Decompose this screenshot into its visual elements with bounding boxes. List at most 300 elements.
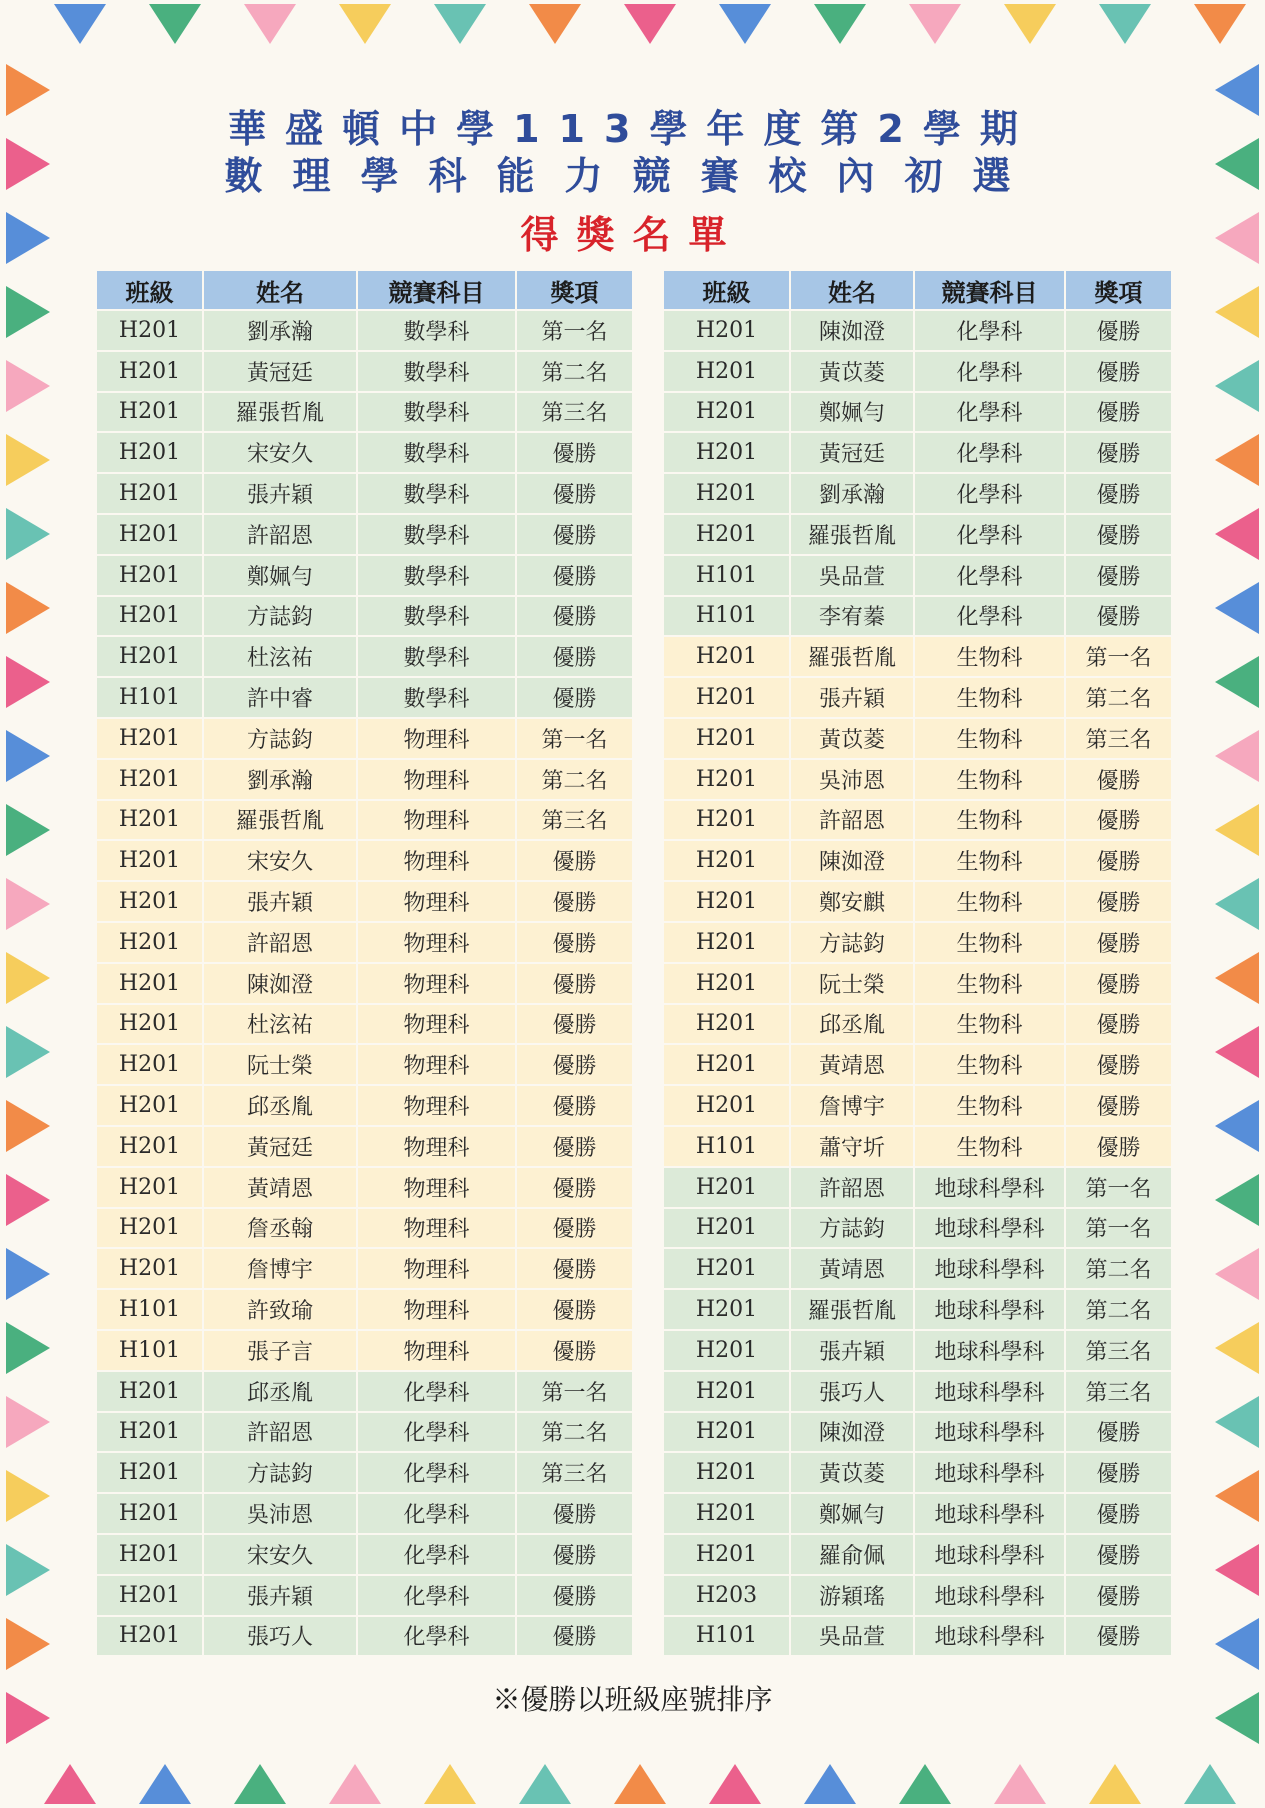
name-cell: 邱丞胤 <box>790 1004 914 1045</box>
name-cell: 方誌鈞 <box>203 596 357 637</box>
class-cell: H201 <box>663 1004 790 1045</box>
name-cell: 黃苡菱 <box>790 1452 914 1493</box>
subject-cell: 物理科 <box>357 1004 516 1045</box>
name-cell: 黃靖恩 <box>790 1248 914 1289</box>
award-cell: 優勝 <box>516 840 633 881</box>
name-cell: 張卉穎 <box>203 473 357 514</box>
decor-triangle <box>1215 804 1259 856</box>
name-cell: 羅張哲胤 <box>790 514 914 555</box>
table-row <box>663 922 1172 963</box>
class-cell: H101 <box>663 1126 790 1167</box>
name-cell: 張卉穎 <box>790 1330 914 1371</box>
award-cell: 優勝 <box>516 1330 633 1371</box>
subject-cell: 化學科 <box>914 514 1065 555</box>
decor-triangle <box>1184 1764 1236 1804</box>
table-row <box>96 1412 633 1453</box>
class-cell: H201 <box>96 881 203 922</box>
class-cell: H201 <box>663 1452 790 1493</box>
decor-triangle <box>6 1618 50 1670</box>
subject-cell: 物理科 <box>357 963 516 1004</box>
decor-triangle <box>1215 1470 1259 1522</box>
class-cell: H201 <box>663 514 790 555</box>
decor-triangle <box>6 1544 50 1596</box>
class-cell: H201 <box>96 718 203 759</box>
subject-cell: 物理科 <box>357 881 516 922</box>
name-cell: 張卉穎 <box>203 1575 357 1616</box>
table-row <box>96 636 633 677</box>
class-cell: H201 <box>96 1248 203 1289</box>
table-row <box>663 1493 1172 1534</box>
award-cell: 優勝 <box>1065 432 1172 473</box>
award-cell: 優勝 <box>516 1289 633 1330</box>
award-cell: 優勝 <box>1065 1493 1172 1534</box>
table-row <box>663 1167 1172 1208</box>
class-cell: H201 <box>96 310 203 351</box>
name-cell: 鄭安麒 <box>790 881 914 922</box>
name-cell: 黃苡菱 <box>790 718 914 759</box>
class-cell: H201 <box>663 1412 790 1453</box>
subject-cell: 生物科 <box>914 840 1065 881</box>
award-cell: 第三名 <box>516 392 633 433</box>
award-cell: 優勝 <box>1065 555 1172 596</box>
award-cell: 第二名 <box>516 759 633 800</box>
decor-triangle <box>529 4 581 44</box>
table-row <box>663 1085 1172 1126</box>
subject-cell: 生物科 <box>914 1044 1065 1085</box>
award-cell: 優勝 <box>516 1004 633 1045</box>
name-cell: 方誌鈞 <box>203 1452 357 1493</box>
class-cell: H201 <box>663 718 790 759</box>
table-row <box>96 1493 633 1534</box>
decor-triangle <box>994 1764 1046 1804</box>
decor-triangle <box>1215 1026 1259 1078</box>
class-cell: H201 <box>663 677 790 718</box>
table-header-row <box>96 270 633 310</box>
subject-cell: 地球科學科 <box>914 1167 1065 1208</box>
name-cell: 黃冠廷 <box>203 1126 357 1167</box>
decor-triangle <box>1215 730 1259 782</box>
decor-triangle <box>1215 1322 1259 1374</box>
table-row <box>96 514 633 555</box>
decor-triangle <box>6 360 50 412</box>
award-cell: 優勝 <box>1065 1534 1172 1575</box>
decor-triangle <box>719 4 771 44</box>
class-cell: H201 <box>663 881 790 922</box>
table-row <box>96 351 633 392</box>
subject-cell: 物理科 <box>357 718 516 759</box>
name-cell: 許中睿 <box>203 677 357 718</box>
class-cell: H201 <box>663 310 790 351</box>
page-title-line2: 數理學科能力競賽校內初選 <box>224 154 1041 198</box>
name-cell: 阮士榮 <box>790 963 914 1004</box>
class-cell: H201 <box>663 392 790 433</box>
decor-triangle <box>6 1100 50 1152</box>
class-cell: H201 <box>663 1371 790 1412</box>
table-row <box>663 555 1172 596</box>
subject-cell: 生物科 <box>914 881 1065 922</box>
decor-triangle <box>899 1764 951 1804</box>
class-cell: H201 <box>663 1085 790 1126</box>
subject-cell: 數學科 <box>357 473 516 514</box>
class-cell: H201 <box>663 1044 790 1085</box>
subject-cell: 物理科 <box>357 922 516 963</box>
decor-triangle <box>6 656 50 708</box>
table-row <box>663 636 1172 677</box>
class-cell: H101 <box>96 677 203 718</box>
decor-triangle <box>6 1026 50 1078</box>
award-cell: 優勝 <box>1065 881 1172 922</box>
header-class: 班級 <box>96 270 203 310</box>
decor-triangle <box>1215 508 1259 560</box>
name-cell: 陳洳澄 <box>790 840 914 881</box>
class-cell: H201 <box>96 555 203 596</box>
award-cell: 優勝 <box>516 1575 633 1616</box>
name-cell: 張子言 <box>203 1330 357 1371</box>
table-row <box>96 392 633 433</box>
subject-cell: 化學科 <box>357 1371 516 1412</box>
decor-triangle <box>234 1764 286 1804</box>
table-row <box>96 1085 633 1126</box>
table-row <box>96 1330 633 1371</box>
award-cell: 優勝 <box>1065 922 1172 963</box>
subject-cell: 化學科 <box>914 310 1065 351</box>
class-cell: H201 <box>663 1534 790 1575</box>
name-cell: 劉承瀚 <box>790 473 914 514</box>
name-cell: 羅張哲胤 <box>790 1289 914 1330</box>
class-cell: H201 <box>663 922 790 963</box>
subject-cell: 數學科 <box>357 514 516 555</box>
table-row <box>663 473 1172 514</box>
subject-cell: 數學科 <box>357 596 516 637</box>
award-cell: 第三名 <box>1065 1371 1172 1412</box>
table-row <box>663 800 1172 841</box>
subject-cell: 數學科 <box>357 555 516 596</box>
decor-triangle <box>6 730 50 782</box>
award-cell: 優勝 <box>1065 1085 1172 1126</box>
subject-cell: 物理科 <box>357 1044 516 1085</box>
subject-cell: 化學科 <box>914 351 1065 392</box>
name-cell: 詹博宇 <box>203 1248 357 1289</box>
class-cell: H201 <box>96 596 203 637</box>
class-cell: H201 <box>96 1371 203 1412</box>
decor-triangle <box>139 1764 191 1804</box>
class-cell: H201 <box>663 1208 790 1249</box>
decor-triangle <box>6 1174 50 1226</box>
subject-cell: 物理科 <box>357 1085 516 1126</box>
table-row <box>663 718 1172 759</box>
award-cell: 第一名 <box>1065 1167 1172 1208</box>
table-row <box>96 922 633 963</box>
table-row <box>96 1004 633 1045</box>
decor-triangle <box>1215 1544 1259 1596</box>
award-cell: 第二名 <box>516 1412 633 1453</box>
name-cell: 黃靖恩 <box>203 1167 357 1208</box>
name-cell: 黃靖恩 <box>790 1044 914 1085</box>
award-cell: 優勝 <box>516 432 633 473</box>
decor-triangle <box>1089 1764 1141 1804</box>
subject-cell: 數學科 <box>357 636 516 677</box>
award-cell: 優勝 <box>1065 1452 1172 1493</box>
class-cell: H101 <box>96 1289 203 1330</box>
table-row <box>96 718 633 759</box>
table-row <box>96 432 633 473</box>
table-row <box>663 1044 1172 1085</box>
name-cell: 許韶恩 <box>203 514 357 555</box>
award-cell: 優勝 <box>516 1085 633 1126</box>
table-row <box>96 310 633 351</box>
award-cell: 優勝 <box>516 1167 633 1208</box>
award-cell: 優勝 <box>516 1208 633 1249</box>
table-row <box>96 800 633 841</box>
decor-triangle <box>6 804 50 856</box>
subject-cell: 化學科 <box>914 473 1065 514</box>
name-cell: 吳沛恩 <box>790 759 914 800</box>
decor-triangle <box>1215 656 1259 708</box>
table-row <box>96 1371 633 1412</box>
decor-triangle <box>614 1764 666 1804</box>
award-cell: 優勝 <box>1065 759 1172 800</box>
award-cell: 優勝 <box>516 1616 633 1657</box>
name-cell: 劉承瀚 <box>203 759 357 800</box>
name-cell: 杜泫祐 <box>203 1004 357 1045</box>
award-cell: 優勝 <box>516 1248 633 1289</box>
decor-triangle <box>1215 1174 1259 1226</box>
class-cell: H201 <box>663 800 790 841</box>
decor-triangle <box>1215 1248 1259 1300</box>
class-cell: H201 <box>96 1452 203 1493</box>
decor-triangle <box>6 1396 50 1448</box>
subject-cell: 地球科學科 <box>914 1371 1065 1412</box>
award-cell: 優勝 <box>516 881 633 922</box>
award-cell: 優勝 <box>516 1126 633 1167</box>
name-cell: 許韶恩 <box>790 1167 914 1208</box>
subject-cell: 化學科 <box>357 1412 516 1453</box>
name-cell: 杜泫祐 <box>203 636 357 677</box>
subject-cell: 物理科 <box>357 1208 516 1249</box>
award-cell: 第三名 <box>1065 718 1172 759</box>
name-cell: 陳洳澄 <box>790 310 914 351</box>
award-cell: 優勝 <box>1065 1412 1172 1453</box>
class-cell: H201 <box>96 840 203 881</box>
decor-triangle <box>54 4 106 44</box>
decor-triangle <box>244 4 296 44</box>
name-cell: 許韶恩 <box>203 1412 357 1453</box>
name-cell: 許韶恩 <box>790 800 914 841</box>
class-cell: H201 <box>96 1167 203 1208</box>
table-row <box>663 1004 1172 1045</box>
class-cell: H201 <box>96 1044 203 1085</box>
class-cell: H201 <box>96 473 203 514</box>
subject-cell: 地球科學科 <box>914 1534 1065 1575</box>
name-cell: 鄭姵勻 <box>790 392 914 433</box>
table-row <box>663 840 1172 881</box>
name-cell: 吳品萱 <box>790 1616 914 1657</box>
decor-triangle <box>624 4 676 44</box>
class-cell: H201 <box>663 1330 790 1371</box>
award-cell: 優勝 <box>516 1534 633 1575</box>
decor-triangle <box>909 4 961 44</box>
award-cell: 第三名 <box>516 1452 633 1493</box>
class-cell: H201 <box>96 1616 203 1657</box>
award-list-heading: 得獎名單 <box>520 213 745 257</box>
award-cell: 第一名 <box>1065 636 1172 677</box>
class-cell: H201 <box>663 351 790 392</box>
subject-cell: 生物科 <box>914 636 1065 677</box>
decor-triangle <box>814 4 866 44</box>
subject-cell: 化學科 <box>357 1534 516 1575</box>
decor-triangle <box>6 1322 50 1374</box>
class-cell: H201 <box>96 922 203 963</box>
table-row <box>96 840 633 881</box>
header-name: 姓名 <box>790 270 914 310</box>
class-cell: H201 <box>96 636 203 677</box>
table-row <box>663 392 1172 433</box>
decor-triangle <box>339 4 391 44</box>
name-cell: 許致瑜 <box>203 1289 357 1330</box>
name-cell: 陳洳澄 <box>790 1412 914 1453</box>
subject-cell: 生物科 <box>914 922 1065 963</box>
sorting-footnote: ※優勝以班級座號排序 <box>492 1683 773 1716</box>
class-cell: H201 <box>663 473 790 514</box>
class-cell: H201 <box>96 392 203 433</box>
award-cell: 優勝 <box>1065 310 1172 351</box>
subject-cell: 生物科 <box>914 800 1065 841</box>
subject-cell: 數學科 <box>357 432 516 473</box>
award-cell: 優勝 <box>1065 1004 1172 1045</box>
name-cell: 張卉穎 <box>203 881 357 922</box>
class-cell: H201 <box>96 963 203 1004</box>
table-row <box>663 1575 1172 1616</box>
table-row <box>663 1616 1172 1657</box>
name-cell: 邱丞胤 <box>203 1371 357 1412</box>
subject-cell: 地球科學科 <box>914 1616 1065 1657</box>
class-cell: H101 <box>663 596 790 637</box>
award-table-left <box>95 269 634 1657</box>
subject-cell: 數學科 <box>357 392 516 433</box>
award-cell: 優勝 <box>516 1493 633 1534</box>
table-row <box>96 555 633 596</box>
class-cell: H203 <box>663 1575 790 1616</box>
subject-cell: 地球科學科 <box>914 1412 1065 1453</box>
table-row <box>663 1208 1172 1249</box>
subject-cell: 地球科學科 <box>914 1248 1065 1289</box>
award-cell: 優勝 <box>1065 351 1172 392</box>
award-cell: 優勝 <box>516 596 633 637</box>
subject-cell: 物理科 <box>357 840 516 881</box>
class-cell: H201 <box>96 1412 203 1453</box>
table-row <box>96 1044 633 1085</box>
class-cell: H201 <box>96 1004 203 1045</box>
award-cell: 第二名 <box>1065 1248 1172 1289</box>
name-cell: 宋安久 <box>203 432 357 473</box>
table-row <box>96 1452 633 1493</box>
decor-triangle <box>1215 878 1259 930</box>
subject-cell: 化學科 <box>914 392 1065 433</box>
subject-cell: 生物科 <box>914 1085 1065 1126</box>
award-cell: 優勝 <box>1065 392 1172 433</box>
name-cell: 蕭守圻 <box>790 1126 914 1167</box>
class-cell: H201 <box>96 1085 203 1126</box>
table-row <box>96 1616 633 1657</box>
decor-triangle <box>1194 4 1246 44</box>
name-cell: 張卉穎 <box>790 677 914 718</box>
decor-triangle <box>434 4 486 44</box>
award-cell: 優勝 <box>1065 514 1172 555</box>
decor-triangle <box>6 1470 50 1522</box>
name-cell: 方誌鈞 <box>203 718 357 759</box>
award-table-right <box>662 269 1173 1657</box>
subject-cell: 生物科 <box>914 677 1065 718</box>
subject-cell: 生物科 <box>914 718 1065 759</box>
table-row <box>96 677 633 718</box>
subject-cell: 地球科學科 <box>914 1493 1065 1534</box>
subject-cell: 化學科 <box>357 1452 516 1493</box>
decor-triangle <box>44 1764 96 1804</box>
header-subject: 競賽科目 <box>357 270 516 310</box>
class-cell: H201 <box>663 1167 790 1208</box>
award-cell: 優勝 <box>516 514 633 555</box>
subject-cell: 物理科 <box>357 1289 516 1330</box>
award-cell: 優勝 <box>516 922 633 963</box>
subject-cell: 化學科 <box>914 596 1065 637</box>
name-cell: 阮士榮 <box>203 1044 357 1085</box>
table-row <box>663 514 1172 555</box>
decor-triangle <box>1004 4 1056 44</box>
name-cell: 邱丞胤 <box>203 1085 357 1126</box>
subject-cell: 化學科 <box>914 432 1065 473</box>
table-row <box>663 759 1172 800</box>
name-cell: 李宥蓁 <box>790 596 914 637</box>
class-cell: H201 <box>663 636 790 677</box>
name-cell: 詹丞翰 <box>203 1208 357 1249</box>
class-cell: H201 <box>96 1534 203 1575</box>
class-cell: H201 <box>96 514 203 555</box>
class-cell: H201 <box>96 351 203 392</box>
award-cell: 第二名 <box>1065 677 1172 718</box>
name-cell: 黃苡菱 <box>790 351 914 392</box>
table-row <box>96 1575 633 1616</box>
table-row <box>96 1534 633 1575</box>
table-row <box>96 759 633 800</box>
decor-triangle <box>6 286 50 338</box>
name-cell: 羅張哲胤 <box>203 800 357 841</box>
name-cell: 詹博宇 <box>790 1085 914 1126</box>
table-row <box>663 1248 1172 1289</box>
class-cell: H201 <box>663 432 790 473</box>
decor-triangle <box>1215 286 1259 338</box>
decor-triangle <box>1215 582 1259 634</box>
award-cell: 優勝 <box>516 677 633 718</box>
award-cell: 第二名 <box>516 351 633 392</box>
class-cell: H101 <box>663 1616 790 1657</box>
name-cell: 羅張哲胤 <box>203 392 357 433</box>
decor-triangle <box>1215 1100 1259 1152</box>
class-cell: H201 <box>96 1493 203 1534</box>
name-cell: 許韶恩 <box>203 922 357 963</box>
name-cell: 陳洳澄 <box>203 963 357 1004</box>
award-cell: 第二名 <box>1065 1289 1172 1330</box>
class-cell: H201 <box>96 1126 203 1167</box>
table-row <box>96 1248 633 1289</box>
table-row <box>96 1126 633 1167</box>
subject-cell: 數學科 <box>357 351 516 392</box>
decor-triangle <box>1215 434 1259 486</box>
subject-cell: 地球科學科 <box>914 1289 1065 1330</box>
class-cell: H201 <box>96 759 203 800</box>
award-cell: 優勝 <box>1065 473 1172 514</box>
award-cell: 優勝 <box>1065 596 1172 637</box>
subject-cell: 物理科 <box>357 1126 516 1167</box>
